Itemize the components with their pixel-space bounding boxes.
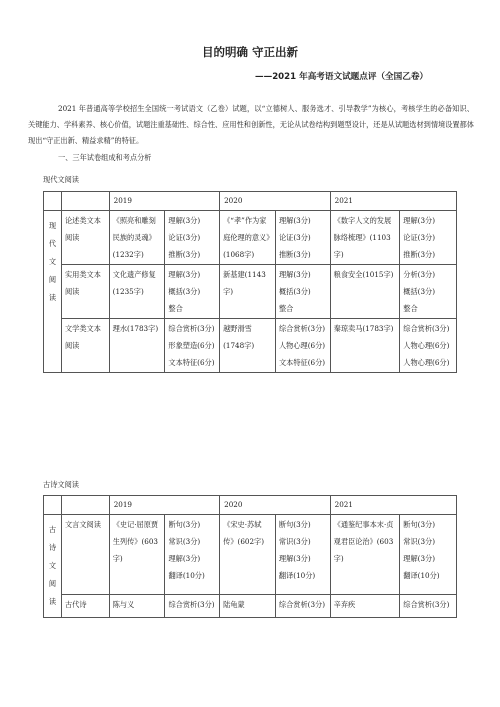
ancient-vertical-label	[44, 515, 62, 618]
point-item: 综合赏析(3分)	[168, 600, 215, 610]
point-item: 论证(3分)	[168, 233, 201, 242]
doc-subtitle: ——2021 年高考语文试题点评（全国乙卷）	[255, 72, 429, 82]
point-item: 理解(3分)	[278, 270, 311, 279]
point-item: 人物心理(6分)	[403, 341, 450, 350]
text-cell: 陆龟蒙	[220, 595, 276, 618]
text-cell: 《宋史·苏轼传》(602字)	[220, 515, 276, 595]
text-cell: 秦琼卖马(1783字)	[330, 319, 400, 373]
points-cell	[400, 211, 457, 265]
year-header: 2020	[220, 192, 331, 211]
year-header: 2020	[220, 496, 330, 515]
vertical-char: 读	[48, 597, 57, 606]
vertical-char: 文	[48, 561, 57, 570]
text-cell: 《史记·屈原贾生列传》(603字)	[109, 515, 165, 595]
text-cell: 新基建(1143字)	[220, 265, 276, 319]
point-item: 形象塑造(6分)	[168, 341, 215, 350]
point-item: 综合赏析(3分)	[278, 324, 326, 333]
point-item: 理解(3分)	[168, 216, 201, 225]
category-cell: 实用类文本阅读	[61, 265, 109, 319]
point-item: 翻译(10分)	[168, 571, 205, 580]
points-cell	[275, 595, 330, 618]
point-item: 断句(3分)	[278, 520, 311, 529]
table-row	[44, 265, 457, 319]
year-header: 2021	[330, 192, 456, 211]
points-cell	[400, 319, 457, 373]
point-item: 理解(3分)	[278, 554, 311, 563]
year-header: 2021	[330, 496, 456, 515]
point-item: 断句(3分)	[403, 520, 436, 529]
point-item: 综合赏析(3分)	[278, 600, 326, 610]
point-item: 理解(3分)	[403, 216, 436, 225]
vertical-char: 现	[48, 221, 57, 230]
year-header: 2019	[109, 496, 219, 515]
point-item: 推断(3分)	[278, 250, 311, 259]
table-row	[44, 515, 457, 595]
point-item: 文本特征(6分)	[168, 358, 215, 367]
vertical-char: 古	[48, 525, 57, 534]
text-cell: 《照亮和雕刻民族的灵魂》(1232字)	[109, 211, 165, 265]
text-cell: 《数字人文的发展脉络梳理》(1103字)	[330, 211, 400, 265]
text-cell: 陈与义	[109, 595, 165, 618]
category-cell: 文言文阅读	[61, 515, 109, 595]
ancient-label: 古诗文阅读	[43, 480, 79, 489]
point-item: 人物心理(6分)	[278, 341, 326, 350]
point-item: 整合	[168, 304, 183, 313]
point-item: 人物心理(6分)	[403, 358, 450, 367]
point-item: 整合	[278, 304, 294, 313]
point-item: 常识(3分)	[278, 537, 311, 546]
points-cell	[165, 319, 220, 373]
table-row	[44, 595, 457, 618]
points-cell	[165, 515, 220, 595]
text-cell: 文化遗产修复(1235字)	[109, 265, 165, 319]
point-item: 理解(3分)	[168, 270, 201, 279]
vertical-char: 阅	[48, 275, 57, 284]
point-item: 概括(3分)	[278, 287, 311, 296]
points-cell	[275, 265, 330, 319]
category-cell: 古代诗	[61, 595, 109, 618]
intro-paragraph: 2021 年普通高等学校招生全国统一考试语文（乙卷）试题，以“立德树人、服务选才、引导教学”为核心，考核学生的必备知识、关键能力、学科素养、核心价值，试题注重基础性、综合性、应用性和创新性，无论从试卷结构到题型设计，还是从试题选材到情境设置都体现出“守正出新、精益求精”的特征。	[28, 104, 474, 145]
point-item: 理解(3分)	[403, 554, 436, 563]
points-cell	[400, 265, 457, 319]
year-header: 2019	[109, 192, 219, 211]
point-item: 整合	[403, 304, 418, 313]
points-cell	[275, 211, 330, 265]
points-cell	[275, 319, 330, 373]
modern-table	[43, 191, 457, 373]
points-cell	[275, 515, 330, 595]
text-cell: 《“孝”作为家庭伦理的意义》(1068字)	[220, 211, 276, 265]
points-cell	[165, 211, 220, 265]
point-item: 综合赏析(3分)	[403, 324, 450, 333]
doc-title: 目的明确 守正出新	[201, 45, 298, 59]
vertical-char: 读	[48, 293, 57, 302]
points-cell	[165, 595, 220, 618]
text-cell: 《通鉴纪事本末·贞观君臣论治》(603字)	[330, 515, 400, 595]
category-cell: 论述类文本阅读	[61, 211, 109, 265]
vertical-char: 诗	[48, 543, 57, 552]
point-item: 常识(3分)	[168, 537, 201, 546]
ancient-table	[43, 495, 457, 618]
point-item: 理解(3分)	[168, 554, 201, 563]
point-item: 翻译(10分)	[403, 571, 440, 580]
point-item: 文本特征(6分)	[278, 358, 326, 367]
point-item: 分析(3分)	[403, 270, 436, 279]
text-cell: 越野滑雪(1748字)	[220, 319, 276, 373]
point-item: 综合赏析(3分)	[403, 600, 450, 610]
table-row	[44, 319, 457, 373]
point-item: 论证(3分)	[403, 233, 436, 242]
modern-header-row	[44, 192, 457, 211]
point-item: 概括(3分)	[168, 287, 201, 296]
vertical-char: 阅	[48, 579, 57, 588]
point-item: 推断(3分)	[403, 250, 436, 259]
points-cell	[400, 515, 457, 595]
ancient-header-row	[44, 496, 457, 515]
vertical-char: 代	[48, 239, 57, 248]
vertical-char: 文	[48, 257, 57, 266]
point-item: 常识(3分)	[403, 537, 436, 546]
section-heading: 一、三年试卷组成和考点分析	[58, 153, 152, 162]
point-item: 理解(3分)	[278, 216, 311, 225]
modern-vertical-label	[44, 211, 62, 373]
point-item: 推断(3分)	[168, 250, 201, 259]
text-cell: 粮食安全(1015字)	[330, 265, 400, 319]
modern-label: 现代文阅读	[43, 175, 79, 184]
point-item: 论证(3分)	[278, 233, 311, 242]
point-item: 概括(3分)	[403, 287, 436, 296]
table-row	[44, 211, 457, 265]
points-cell	[400, 595, 457, 618]
category-cell: 文学类文本阅读	[61, 319, 109, 373]
point-item: 翻译(10分)	[278, 571, 316, 580]
points-cell	[165, 265, 220, 319]
point-item: 断句(3分)	[168, 520, 201, 529]
text-cell: 理水(1783字)	[109, 319, 165, 373]
text-cell: 辛弃疾	[330, 595, 400, 618]
point-item: 综合赏析(3分)	[168, 324, 215, 333]
